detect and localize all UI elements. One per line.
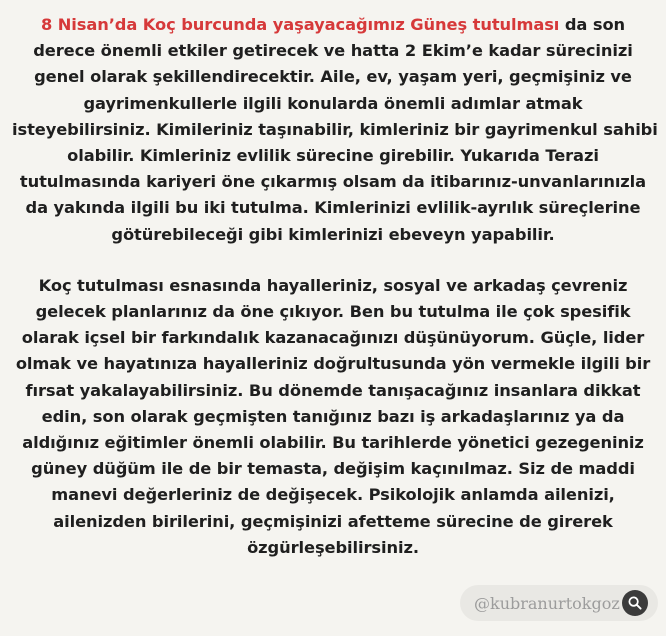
paragraph-2-line-9: manevi değerleriniz de değişecek. Psikolojik anlamda ailenizi, <box>51 485 615 505</box>
paragraph-2-line-3: olarak içsel bir farkındalık kazanacağınızı düşünüyorum. Güçle, lider <box>21 328 645 348</box>
paragraph-1-line-5: isteyebilirsiniz. Kimileriniz taşınabilir, kimleriniz bir gayrimenkul sahibi <box>12 119 658 139</box>
paragraph-2-line-5: fırsat yakalayabilirsiniz. Bu dönemde tanışacağınız insanlara dikkat <box>25 380 641 400</box>
search-icon-glyph <box>627 595 643 611</box>
paragraph-2-line-10: ailenizden birilerini, geçmişinizi afetteme sürecine de girerek <box>53 511 613 531</box>
paragraph-2 <box>12 273 654 561</box>
paragraph-1-line-3: genel olarak şekillendirecektir. Aile, ev, yaşam yeri, geçmişiniz ve <box>34 67 632 87</box>
search-icon[interactable] <box>622 590 648 616</box>
paragraph-2-line-6: edin, son olarak geçmişten tanığınız bazı iş arkadaşlarınız ya da <box>41 406 625 426</box>
line-1-rest: da son <box>559 15 626 34</box>
paragraph-2-line-8: güney düğüm ile de bir temasta, değişim kaçınılmaz. Siz de maddi <box>31 459 635 479</box>
paragraph-2-line-4: olmak ve hayatınıza hayalleriniz doğrultusunda yön vermekle ilgili bir <box>15 354 651 374</box>
paragraph-1-line-4: gayrimenkullerle ilgili konularda önemli adımlar atmak <box>83 93 583 113</box>
paragraph-1-line-1 <box>12 12 654 38</box>
post-body <box>0 12 666 561</box>
paragraph-2-line-1: Koç tutulması esnasında hayalleriniz, sosyal ve arkadaş çevreniz <box>38 275 628 295</box>
paragraph-1 <box>12 12 658 248</box>
paragraph-2-line-11: özgürleşebilirsiniz. <box>247 537 419 557</box>
handle-search-pill[interactable] <box>460 585 658 621</box>
handle-text: @kubranurtokgoz <box>474 593 620 613</box>
paragraph-1-line-6: olabilir. Kimleriniz evlilik sürecine girebilir. Yukarıda Terazi <box>67 146 599 166</box>
highlighted-phrase: 8 Nisan’da Koç burcunda yaşayacağımız Güneş tutulması <box>40 15 560 34</box>
paragraph-2-line-7: aldığınız eğitimler önemli olabilir. Bu tarihlerde yönetici gezegeniniz <box>22 433 644 453</box>
paragraph-2-line-2: gelecek planlarınız da öne çıkıyor. Ben bu tutulma ile çok spesifik <box>35 302 631 322</box>
paragraph-1-line-8: da yakında ilgili bu iki tutulma. Kimlerinizi evlilik-ayrılık süreçlerine <box>25 198 641 218</box>
paragraph-1-line-7: tutulmasında kariyeri öne çıkarmış olsam da itibarınız-unvanlarınızla <box>19 172 647 192</box>
paragraph-1-line-2: derece önemli etkiler getirecek ve hatta 2 Ekim’e kadar sürecinizi <box>33 41 633 61</box>
paragraph-1-line-9: götürebileceği gibi kimlerinizi ebeveyn yapabilir. <box>111 224 555 244</box>
